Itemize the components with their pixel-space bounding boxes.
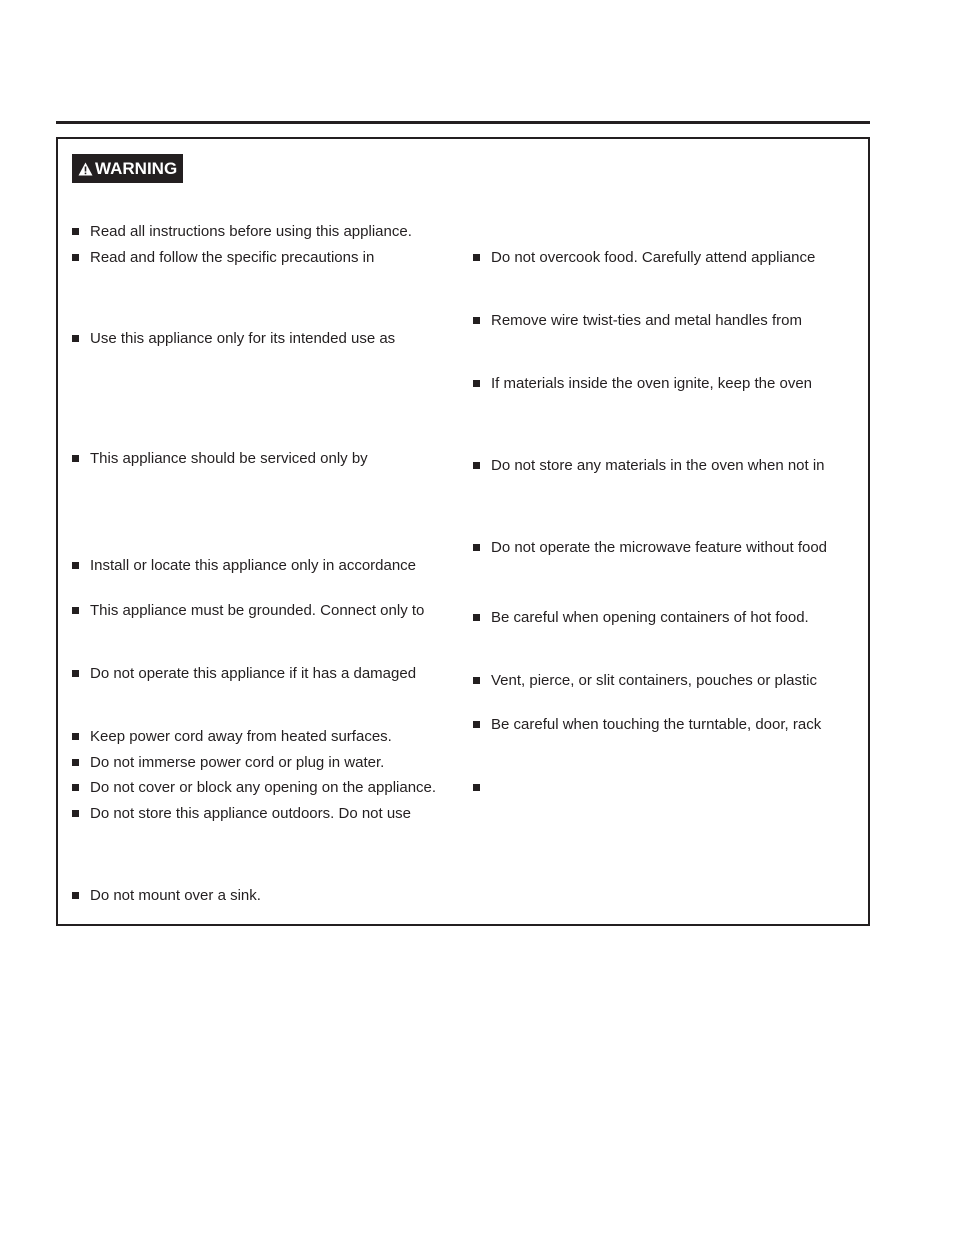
item-text: Be careful when opening containers of hot food. xyxy=(491,609,809,626)
item-text: Do not store this appliance outdoors. Do not use xyxy=(90,805,412,822)
bullet-icon xyxy=(473,721,480,728)
item-text: Read and follow the specific precautions in xyxy=(90,249,375,266)
item-text: Do not immerse power cord or plug in water. xyxy=(90,754,385,771)
warning-badge xyxy=(72,154,183,183)
warning-triangle-icon xyxy=(78,162,93,176)
bullet-icon xyxy=(473,380,480,387)
bullet-icon xyxy=(72,254,79,261)
bullet-icon xyxy=(473,544,480,551)
item-text: This appliance must be grounded. Connect only to xyxy=(90,602,425,619)
warning-label: WARNING xyxy=(95,159,178,178)
item-text: Do not operate the microwave feature without food xyxy=(491,539,828,556)
item-text: Do not operate this appliance if it has a damaged xyxy=(90,665,417,682)
top-rule xyxy=(56,121,870,124)
bullet-icon xyxy=(473,317,480,324)
item-text: Be careful when touching the turntable, door, rack xyxy=(491,716,822,733)
item-text: Use this appliance only for its intended use as xyxy=(90,330,396,347)
bullet-icon xyxy=(473,462,480,469)
bullet-icon xyxy=(72,733,79,740)
item-text: Keep power cord away from heated surfaces. xyxy=(90,728,392,745)
item-text: Do not overcook food. Carefully attend appliance xyxy=(491,249,816,266)
item-text: Vent, pierce, or slit containers, pouches or plastic xyxy=(491,672,818,689)
item-text: This appliance should be serviced only by xyxy=(90,450,368,467)
bullet-icon xyxy=(72,335,79,342)
bullet-icon xyxy=(72,784,79,791)
bullet-icon xyxy=(473,784,480,791)
bullet-icon xyxy=(72,810,79,817)
item-text: Do not cover or block any opening on the appliance. xyxy=(90,779,437,796)
item-text: If materials inside the oven ignite, keep the oven xyxy=(491,375,813,392)
bullet-icon xyxy=(72,228,79,235)
item-text: Do not mount over a sink. xyxy=(90,887,261,904)
bullet-icon xyxy=(72,892,79,899)
bullet-icon xyxy=(473,677,480,684)
item-text: Do not store any materials in the oven when not in xyxy=(491,457,825,474)
item-text: Install or locate this appliance only in accordance xyxy=(90,557,417,574)
bullet-icon xyxy=(72,670,79,677)
bullet-icon xyxy=(72,607,79,614)
bullet-icon xyxy=(473,614,480,621)
bullet-icon xyxy=(473,254,480,261)
bullet-icon xyxy=(72,455,79,462)
bullet-icon xyxy=(72,562,79,569)
item-text: Remove wire twist-ties and metal handles from xyxy=(491,312,802,329)
item-text: Read all instructions before using this appliance. xyxy=(90,223,412,240)
bullet-icon xyxy=(72,759,79,766)
